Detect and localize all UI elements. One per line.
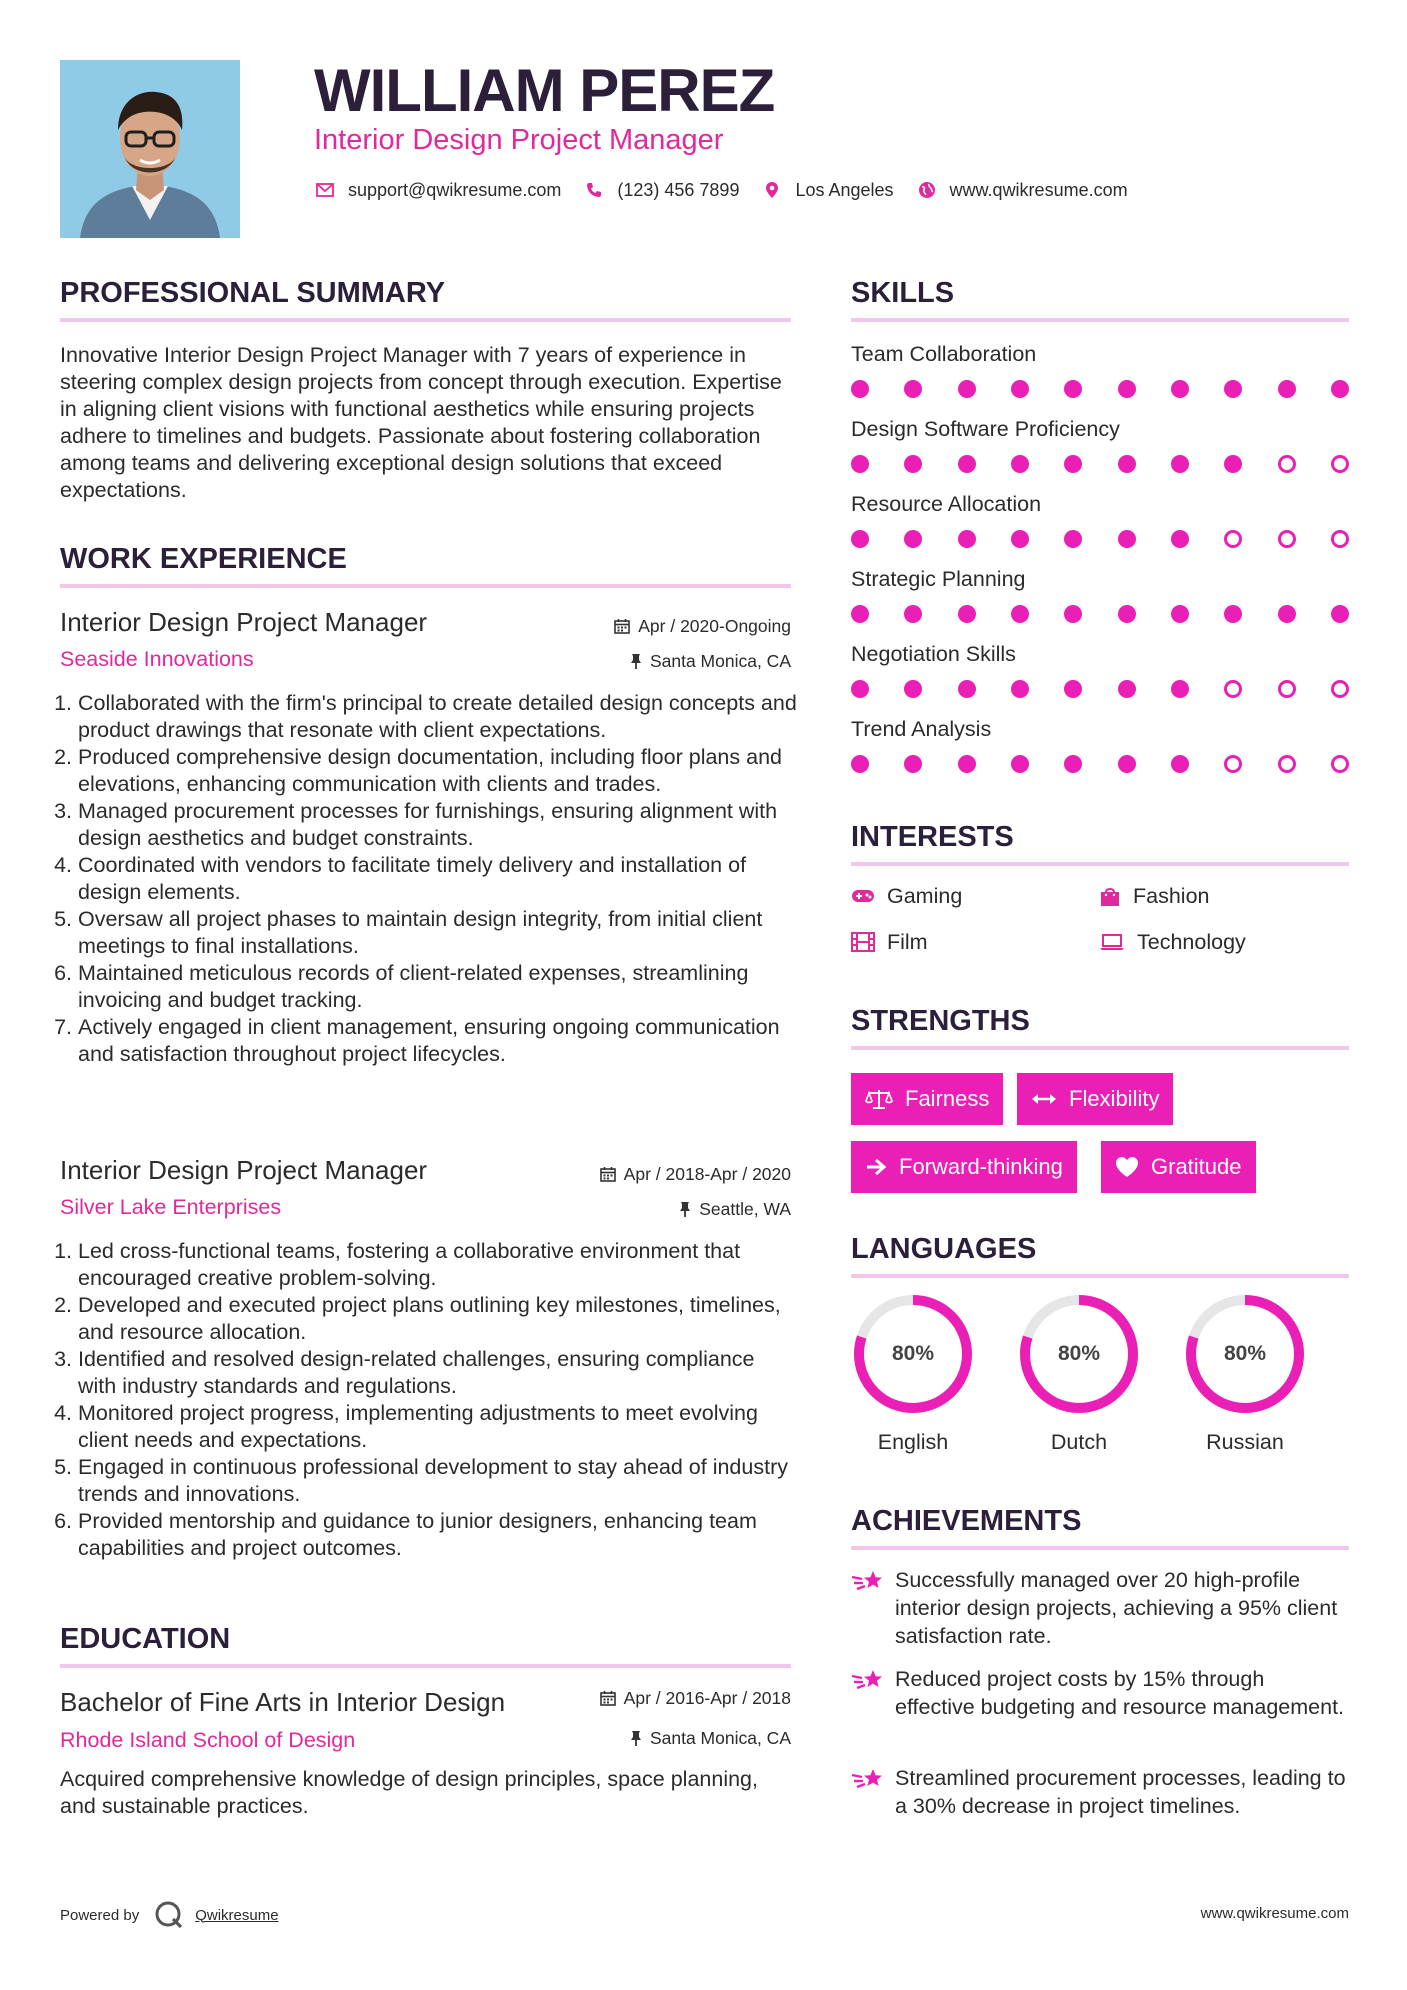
rating-dot-empty xyxy=(1331,680,1349,698)
envelope-icon xyxy=(314,179,336,201)
rating-dot-filled xyxy=(1278,605,1296,623)
interest-label: Technology xyxy=(1137,930,1246,954)
list-item: 6. Provided mentorship and guidance to junior designers, enhancing team capabilities and project outcomes. xyxy=(54,1509,757,1560)
achievement-item xyxy=(851,1566,1349,1650)
rating-dot-filled xyxy=(958,680,976,698)
language-percent: 80% xyxy=(1223,1342,1267,1365)
rating-dot-filled xyxy=(1064,680,1082,698)
rating-dot-empty xyxy=(1224,530,1242,548)
pushpin-icon xyxy=(630,653,642,670)
skill-rating xyxy=(851,755,1349,775)
rating-dot-filled xyxy=(1171,680,1189,698)
rating-dot-filled xyxy=(904,755,922,773)
interest-label: Fashion xyxy=(1133,884,1210,908)
double-arrow-icon xyxy=(1031,1092,1057,1106)
powered-by-label: Powered by xyxy=(60,1906,140,1924)
strength-tag xyxy=(851,1073,1003,1125)
job-dates xyxy=(600,1162,791,1186)
job-company: Silver Lake Enterprises xyxy=(60,1195,282,1219)
rating-dot-empty xyxy=(1224,680,1242,698)
rating-dot-filled xyxy=(904,380,922,398)
achievement-item xyxy=(851,1764,1349,1820)
interest-label: Gaming xyxy=(887,884,963,908)
job-location xyxy=(630,649,791,673)
rating-dot-filled xyxy=(851,455,869,473)
rating-dot-filled xyxy=(958,605,976,623)
gamepad-icon xyxy=(851,888,875,904)
language-percent: 80% xyxy=(891,1342,935,1365)
achievement-item xyxy=(851,1665,1349,1721)
phone-icon xyxy=(583,179,605,201)
list-item: 5. Engaged in continuous professional development to stay ahead of industry trends and innovations. xyxy=(54,1455,788,1506)
job-dates-text: Apr / 2018-Apr / 2020 xyxy=(623,1164,791,1184)
rating-dot-empty xyxy=(1278,455,1296,473)
powered-by xyxy=(60,1900,279,1930)
section-title-experience: WORK EXPERIENCE xyxy=(60,543,347,575)
skill-name: Trend Analysis xyxy=(851,717,992,741)
balance-scale-icon xyxy=(865,1088,893,1110)
job-dates-text: Apr / 2020-Ongoing xyxy=(638,616,791,636)
laptop-icon xyxy=(1099,933,1125,951)
list-item: 6. Maintained meticulous records of client-related expenses, streamlining invoicing and budget tracking. xyxy=(54,961,749,1012)
section-divider xyxy=(60,584,791,588)
rating-dot-empty xyxy=(1224,755,1242,773)
job-bullets xyxy=(52,690,797,1068)
contact-email[interactable]: support@qwikresume.com xyxy=(348,179,562,200)
pushpin-icon xyxy=(679,1201,691,1218)
brand-link[interactable]: Qwikresume xyxy=(195,1906,279,1924)
candidate-role: Interior Design Project Manager xyxy=(314,124,724,156)
job-bullets xyxy=(52,1238,797,1562)
section-divider xyxy=(851,1546,1349,1550)
skill-rating xyxy=(851,455,1349,475)
rating-dot-filled xyxy=(1224,605,1242,623)
strength-label: Forward-thinking xyxy=(899,1154,1063,1179)
skill-name: Design Software Proficiency xyxy=(851,417,1120,441)
rating-dot-filled xyxy=(904,455,922,473)
rating-dot-filled xyxy=(1011,755,1029,773)
job-location xyxy=(679,1197,791,1221)
education-dates-text: Apr / 2016-Apr / 2018 xyxy=(623,1688,791,1708)
rating-dot-filled xyxy=(958,530,976,548)
skill-name: Negotiation Skills xyxy=(851,642,1016,666)
rating-dot-filled xyxy=(904,605,922,623)
skill-rating xyxy=(851,680,1349,700)
rating-dot-filled xyxy=(1011,680,1029,698)
section-title-interests: INTERESTS xyxy=(851,821,1014,853)
job-dates xyxy=(614,614,791,638)
skill-name: Resource Allocation xyxy=(851,492,1042,516)
strength-tag xyxy=(851,1141,1077,1193)
rating-dot-filled xyxy=(851,680,869,698)
calendar-icon xyxy=(600,1690,616,1706)
rating-dot-filled xyxy=(1171,755,1189,773)
list-item: 4. Monitored project progress, implementing adjustments to meet evolving client needs and expectations. xyxy=(54,1401,758,1452)
list-item: 7. Actively engaged in client management, ensuring ongoing communication and satisfaction throughout project lifecycles. xyxy=(54,1015,780,1066)
rating-dot-filled xyxy=(904,680,922,698)
rating-dot-filled xyxy=(1331,605,1349,623)
achievement-text: Successfully managed over 20 high-profile interior design projects, achieving a 95% client satisfaction rate. xyxy=(895,1568,1338,1648)
rating-dot-filled xyxy=(851,380,869,398)
strength-label: Fairness xyxy=(905,1086,990,1111)
rating-dot-filled xyxy=(1118,455,1136,473)
job-company: Seaside Innovations xyxy=(60,647,254,671)
film-icon xyxy=(851,932,875,952)
rating-dot-filled xyxy=(1331,380,1349,398)
shooting-star-icon xyxy=(851,1566,895,1650)
profile-photo xyxy=(60,60,240,238)
section-title-achievements: ACHIEVEMENTS xyxy=(851,1505,1082,1537)
strength-tag xyxy=(1101,1141,1256,1193)
rating-dot-filled xyxy=(1118,380,1136,398)
section-divider xyxy=(851,318,1349,322)
interest-item xyxy=(851,928,928,956)
list-item: 3. Identified and resolved design-related challenges, ensuring compliance with industry standards and regulations. xyxy=(54,1347,755,1398)
rating-dot-filled xyxy=(1011,530,1029,548)
rating-dot-filled xyxy=(1118,680,1136,698)
school-name: Rhode Island School of Design xyxy=(60,1728,356,1752)
skill-rating xyxy=(851,380,1349,400)
rating-dot-filled xyxy=(851,530,869,548)
interest-item xyxy=(1099,882,1210,910)
rating-dot-filled xyxy=(1011,455,1029,473)
language-item xyxy=(1017,1292,1141,1456)
rating-dot-empty xyxy=(1331,530,1349,548)
shooting-star-icon xyxy=(851,1764,895,1820)
education-description: Acquired comprehensive knowledge of design principles, space planning, and sustainable practices. xyxy=(60,1767,758,1818)
globe-icon xyxy=(916,179,938,201)
rating-dot-filled xyxy=(1064,755,1082,773)
rating-dot-filled xyxy=(1171,530,1189,548)
rating-dot-filled xyxy=(1064,530,1082,548)
rating-dot-empty xyxy=(1278,755,1296,773)
language-name: Dutch xyxy=(1050,1430,1108,1454)
calendar-icon xyxy=(614,618,630,634)
calendar-icon xyxy=(600,1166,616,1182)
strength-label: Gratitude xyxy=(1151,1154,1242,1179)
rating-dot-filled xyxy=(1171,605,1189,623)
list-item: 2. Produced comprehensive design documentation, including floor plans and elevations, enhancing communication with clients and trades. xyxy=(54,745,782,796)
rating-dot-empty xyxy=(1331,755,1349,773)
map-pin-icon xyxy=(761,179,783,201)
summary-text: Innovative Interior Design Project Manager with 7 years of experience in steering complex design projects from concept through execution. Expertise in aligning client visions with functional aesthetics while ensuring projects adhere to timelines and budgets. Passionate about fostering collaboration among teams and delivering exceptional design solutions that exceed expectations. xyxy=(60,343,782,502)
section-title-skills: SKILLS xyxy=(851,277,955,309)
rating-dot-filled xyxy=(1118,530,1136,548)
language-item xyxy=(1183,1292,1307,1456)
rating-dot-filled xyxy=(1011,605,1029,623)
rating-dot-empty xyxy=(1278,530,1296,548)
job-location-text: Santa Monica, CA xyxy=(649,651,791,671)
achievement-text: Reduced project costs by 15% through effective budgeting and resource management. xyxy=(895,1667,1345,1719)
list-item: 1. Led cross-functional teams, fostering a collaborative environment that encouraged creative problem-solving. xyxy=(54,1239,741,1290)
language-percent: 80% xyxy=(1057,1342,1101,1365)
rating-dot-empty xyxy=(1278,680,1296,698)
footer-url[interactable]: www.qwikresume.com xyxy=(1200,1905,1349,1922)
rating-dot-filled xyxy=(958,755,976,773)
interest-item xyxy=(851,882,962,910)
language-item xyxy=(851,1292,975,1456)
rating-dot-filled xyxy=(1224,455,1242,473)
section-title-strengths: STRENGTHS xyxy=(851,1005,1030,1037)
interest-label: Film xyxy=(887,930,928,954)
education-dates xyxy=(600,1686,791,1710)
shopping-bag-icon xyxy=(1099,885,1121,907)
skill-name: Team Collaboration xyxy=(851,342,1037,366)
shooting-star-icon xyxy=(851,1665,895,1721)
skill-rating xyxy=(851,605,1349,625)
list-item: 1. Collaborated with the firm's principal to create detailed design concepts and product drawings that resonate with client expectations. xyxy=(54,691,797,742)
rating-dot-empty xyxy=(1331,455,1349,473)
rating-dot-filled xyxy=(958,455,976,473)
pushpin-icon xyxy=(630,1730,642,1747)
rating-dot-filled xyxy=(1064,380,1082,398)
candidate-name: WILLIAM PEREZ xyxy=(314,57,775,124)
language-name: English xyxy=(877,1430,949,1454)
achievement-text: Streamlined procurement processes, leading to a 30% decrease in project timelines. xyxy=(895,1766,1346,1818)
job-location-text: Seattle, WA xyxy=(699,1199,791,1219)
section-title-summary: PROFESSIONAL SUMMARY xyxy=(60,277,446,309)
section-divider xyxy=(851,862,1349,866)
rating-dot-filled xyxy=(1011,380,1029,398)
rating-dot-filled xyxy=(1118,755,1136,773)
arrow-right-icon xyxy=(865,1158,887,1176)
list-item: 4. Coordinated with vendors to facilitate timely delivery and installation of design elements. xyxy=(54,853,747,904)
contact-website[interactable]: www.qwikresume.com xyxy=(949,179,1128,200)
qwikresume-logo-icon xyxy=(153,1900,187,1930)
list-item: 5. Oversaw all project phases to maintain design integrity, from initial client meetings to final installations. xyxy=(54,907,763,958)
section-title-languages: LANGUAGES xyxy=(851,1233,1037,1265)
job-title: Interior Design Project Manager xyxy=(60,1155,428,1185)
skill-name: Strategic Planning xyxy=(851,567,1026,591)
education-location xyxy=(630,1726,791,1750)
rating-dot-filled xyxy=(1064,605,1082,623)
degree-title: Bachelor of Fine Arts in Interior Design xyxy=(60,1687,506,1717)
strength-tag xyxy=(1017,1073,1173,1125)
section-divider xyxy=(60,318,791,322)
rating-dot-filled xyxy=(958,380,976,398)
rating-dot-filled xyxy=(1171,455,1189,473)
education-location-text: Santa Monica, CA xyxy=(649,1728,791,1748)
contact-phone[interactable]: (123) 456 7899 xyxy=(617,179,740,200)
list-item: 2. Developed and executed project plans outlining key milestones, timelines, and resource allocation. xyxy=(54,1293,781,1344)
rating-dot-filled xyxy=(851,605,869,623)
skill-rating xyxy=(851,530,1349,550)
heart-icon xyxy=(1115,1156,1139,1178)
interest-item xyxy=(1099,928,1246,956)
section-divider xyxy=(60,1664,791,1668)
rating-dot-filled xyxy=(851,755,869,773)
rating-dot-filled xyxy=(904,530,922,548)
section-divider xyxy=(851,1274,1349,1278)
job-title: Interior Design Project Manager xyxy=(60,607,428,637)
list-item: 3. Managed procurement processes for furnishings, ensuring alignment with design aesthetics and budget constraints. xyxy=(54,799,778,850)
strength-label: Flexibility xyxy=(1069,1086,1160,1111)
language-name: Russian xyxy=(1206,1430,1284,1454)
rating-dot-filled xyxy=(1171,380,1189,398)
section-divider xyxy=(851,1046,1349,1050)
rating-dot-filled xyxy=(1278,380,1296,398)
section-title-education: EDUCATION xyxy=(60,1623,231,1655)
rating-dot-filled xyxy=(1064,455,1082,473)
rating-dot-filled xyxy=(1224,380,1242,398)
rating-dot-filled xyxy=(1118,605,1136,623)
contact-bar xyxy=(314,176,1150,204)
contact-location: Los Angeles xyxy=(795,179,894,200)
